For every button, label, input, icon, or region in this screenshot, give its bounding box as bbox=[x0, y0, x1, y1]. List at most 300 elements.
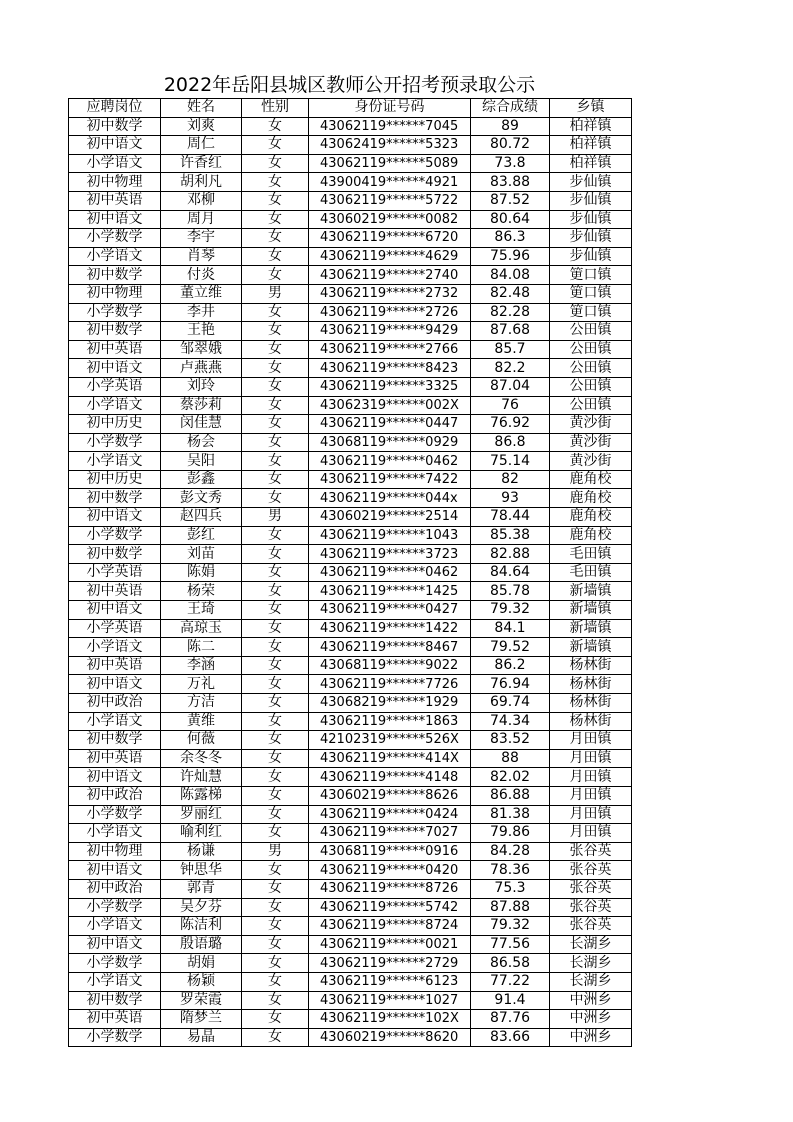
cell-name: 吴阳 bbox=[161, 452, 242, 471]
cell-position: 小学语文 bbox=[69, 917, 161, 936]
cell-gender: 男 bbox=[242, 842, 309, 861]
cell-position: 小学数学 bbox=[69, 805, 161, 824]
cell-id-number: 43062119******2766 bbox=[309, 340, 471, 359]
cell-score: 82.2 bbox=[471, 359, 550, 378]
cell-town: 长湖乡 bbox=[550, 972, 632, 991]
cell-id-number: 43062119******2726 bbox=[309, 303, 471, 322]
cell-id-number: 43900419******4921 bbox=[309, 173, 471, 192]
cell-name: 余冬冬 bbox=[161, 749, 242, 768]
cell-score: 83.66 bbox=[471, 1028, 550, 1047]
cell-score: 82.28 bbox=[471, 303, 550, 322]
cell-name: 殷语璐 bbox=[161, 935, 242, 954]
cell-name: 陈洁利 bbox=[161, 917, 242, 936]
cell-gender: 女 bbox=[242, 136, 309, 155]
cell-name: 何薇 bbox=[161, 731, 242, 750]
cell-score: 80.72 bbox=[471, 136, 550, 155]
cell-town: 鹿角校 bbox=[550, 470, 632, 489]
cell-town: 月田镇 bbox=[550, 786, 632, 805]
cell-score: 87.52 bbox=[471, 191, 550, 210]
cell-score: 74.34 bbox=[471, 712, 550, 731]
cell-id-number: 43068119******9022 bbox=[309, 656, 471, 675]
cell-position: 初中政治 bbox=[69, 786, 161, 805]
cell-gender: 女 bbox=[242, 879, 309, 898]
cell-position: 初中英语 bbox=[69, 582, 161, 601]
cell-id-number: 43062319******002X bbox=[309, 396, 471, 415]
table-row bbox=[69, 954, 632, 973]
cell-position: 初中语文 bbox=[69, 768, 161, 787]
cell-position: 初中数学 bbox=[69, 731, 161, 750]
cell-gender: 女 bbox=[242, 972, 309, 991]
cell-id-number: 43060219******8620 bbox=[309, 1028, 471, 1047]
cell-town: 黄沙街 bbox=[550, 452, 632, 471]
table-row bbox=[69, 284, 632, 303]
cell-id-number: 43062119******414X bbox=[309, 749, 471, 768]
cell-gender: 男 bbox=[242, 284, 309, 303]
cell-id-number: 43062119******1043 bbox=[309, 526, 471, 545]
cell-score: 87.04 bbox=[471, 377, 550, 396]
cell-gender: 女 bbox=[242, 526, 309, 545]
cell-score: 88 bbox=[471, 749, 550, 768]
table-row bbox=[69, 136, 632, 155]
cell-town: 杨林街 bbox=[550, 712, 632, 731]
table-row bbox=[69, 526, 632, 545]
cell-gender: 女 bbox=[242, 266, 309, 285]
cell-id-number: 43062119******8423 bbox=[309, 359, 471, 378]
cell-name: 周月 bbox=[161, 210, 242, 229]
cell-score: 75.3 bbox=[471, 879, 550, 898]
table-row bbox=[69, 805, 632, 824]
cell-id-number: 43062119******4148 bbox=[309, 768, 471, 787]
cell-gender: 女 bbox=[242, 861, 309, 880]
cell-id-number: 43062119******5742 bbox=[309, 898, 471, 917]
cell-position: 小学语文 bbox=[69, 712, 161, 731]
cell-town: 张谷英 bbox=[550, 898, 632, 917]
cell-town: 柏祥镇 bbox=[550, 154, 632, 173]
cell-gender: 女 bbox=[242, 954, 309, 973]
cell-id-number: 43062119******1425 bbox=[309, 582, 471, 601]
cell-name: 罗丽红 bbox=[161, 805, 242, 824]
cell-score: 83.52 bbox=[471, 731, 550, 750]
cell-gender: 女 bbox=[242, 303, 309, 322]
cell-town: 鹿角校 bbox=[550, 526, 632, 545]
cell-town: 公田镇 bbox=[550, 377, 632, 396]
cell-id-number: 43062119******3723 bbox=[309, 545, 471, 564]
cell-town: 筻口镇 bbox=[550, 284, 632, 303]
cell-name: 陈露梯 bbox=[161, 786, 242, 805]
table-row bbox=[69, 210, 632, 229]
table-row bbox=[69, 377, 632, 396]
cell-gender: 女 bbox=[242, 675, 309, 694]
cell-position: 初中英语 bbox=[69, 340, 161, 359]
table-row bbox=[69, 675, 632, 694]
cell-score: 84.1 bbox=[471, 619, 550, 638]
cell-town: 新墙镇 bbox=[550, 638, 632, 657]
cell-town: 毛田镇 bbox=[550, 563, 632, 582]
cell-town: 鹿角校 bbox=[550, 508, 632, 527]
cell-position: 初中语文 bbox=[69, 359, 161, 378]
cell-name: 罗荣霞 bbox=[161, 991, 242, 1010]
cell-name: 杨荣 bbox=[161, 582, 242, 601]
cell-id-number: 43062119******9429 bbox=[309, 322, 471, 341]
cell-gender: 女 bbox=[242, 656, 309, 675]
cell-score: 80.64 bbox=[471, 210, 550, 229]
cell-position: 小学英语 bbox=[69, 619, 161, 638]
column-header-id-number: 身份证号码 bbox=[309, 99, 471, 118]
cell-score: 79.52 bbox=[471, 638, 550, 657]
cell-name: 许灿慧 bbox=[161, 768, 242, 787]
cell-id-number: 43062119******3325 bbox=[309, 377, 471, 396]
table-row bbox=[69, 1010, 632, 1029]
cell-position: 小学数学 bbox=[69, 303, 161, 322]
cell-gender: 女 bbox=[242, 377, 309, 396]
cell-town: 长湖乡 bbox=[550, 954, 632, 973]
cell-id-number: 43062119******7027 bbox=[309, 824, 471, 843]
cell-id-number: 42102319******526X bbox=[309, 731, 471, 750]
cell-position: 初中英语 bbox=[69, 656, 161, 675]
cell-name: 许香红 bbox=[161, 154, 242, 173]
cell-score: 78.36 bbox=[471, 861, 550, 880]
cell-town: 鹿角校 bbox=[550, 489, 632, 508]
cell-town: 公田镇 bbox=[550, 359, 632, 378]
cell-id-number: 43062119******4629 bbox=[309, 247, 471, 266]
cell-town: 中洲乡 bbox=[550, 1028, 632, 1047]
cell-town: 公田镇 bbox=[550, 322, 632, 341]
table-row bbox=[69, 768, 632, 787]
cell-position: 初中数学 bbox=[69, 489, 161, 508]
cell-id-number: 43062119******0424 bbox=[309, 805, 471, 824]
cell-id-number: 43062419******5323 bbox=[309, 136, 471, 155]
cell-name: 黄维 bbox=[161, 712, 242, 731]
cell-name: 刘苗 bbox=[161, 545, 242, 564]
table-row bbox=[69, 991, 632, 1010]
cell-position: 小学英语 bbox=[69, 563, 161, 582]
cell-position: 初中语文 bbox=[69, 508, 161, 527]
cell-id-number: 43062119******0021 bbox=[309, 935, 471, 954]
table-row bbox=[69, 452, 632, 471]
cell-town: 杨林街 bbox=[550, 675, 632, 694]
cell-name: 彭红 bbox=[161, 526, 242, 545]
cell-gender: 女 bbox=[242, 229, 309, 248]
table-row bbox=[69, 638, 632, 657]
cell-town: 黄沙街 bbox=[550, 415, 632, 434]
cell-gender: 女 bbox=[242, 415, 309, 434]
cell-name: 闵佳慧 bbox=[161, 415, 242, 434]
cell-gender: 女 bbox=[242, 935, 309, 954]
table-row bbox=[69, 786, 632, 805]
table-row bbox=[69, 247, 632, 266]
cell-score: 79.32 bbox=[471, 601, 550, 620]
cell-name: 肖琴 bbox=[161, 247, 242, 266]
table-row bbox=[69, 582, 632, 601]
cell-gender: 女 bbox=[242, 489, 309, 508]
table-row bbox=[69, 563, 632, 582]
cell-id-number: 43068219******1929 bbox=[309, 694, 471, 713]
cell-gender: 女 bbox=[242, 191, 309, 210]
table-row bbox=[69, 842, 632, 861]
cell-town: 新墙镇 bbox=[550, 601, 632, 620]
cell-score: 86.88 bbox=[471, 786, 550, 805]
cell-score: 87.76 bbox=[471, 1010, 550, 1029]
cell-town: 月田镇 bbox=[550, 768, 632, 787]
cell-id-number: 43062119******8726 bbox=[309, 879, 471, 898]
cell-position: 小学数学 bbox=[69, 954, 161, 973]
cell-gender: 女 bbox=[242, 824, 309, 843]
cell-id-number: 43062119******8467 bbox=[309, 638, 471, 657]
cell-town: 月田镇 bbox=[550, 731, 632, 750]
cell-id-number: 43062119******8724 bbox=[309, 917, 471, 936]
cell-position: 小学语文 bbox=[69, 824, 161, 843]
table-row bbox=[69, 433, 632, 452]
cell-name: 李井 bbox=[161, 303, 242, 322]
cell-town: 柏祥镇 bbox=[550, 136, 632, 155]
cell-gender: 女 bbox=[242, 117, 309, 136]
table-row bbox=[69, 972, 632, 991]
cell-town: 张谷英 bbox=[550, 879, 632, 898]
cell-id-number: 43060219******8626 bbox=[309, 786, 471, 805]
cell-town: 月田镇 bbox=[550, 805, 632, 824]
cell-score: 82.88 bbox=[471, 545, 550, 564]
cell-town: 杨林街 bbox=[550, 694, 632, 713]
cell-id-number: 43062119******7422 bbox=[309, 470, 471, 489]
cell-position: 小学语文 bbox=[69, 396, 161, 415]
cell-position: 初中物理 bbox=[69, 284, 161, 303]
cell-town: 中洲乡 bbox=[550, 1010, 632, 1029]
cell-position: 初中历史 bbox=[69, 470, 161, 489]
cell-score: 85.38 bbox=[471, 526, 550, 545]
table-row bbox=[69, 396, 632, 415]
cell-gender: 女 bbox=[242, 173, 309, 192]
cell-id-number: 43062119******1863 bbox=[309, 712, 471, 731]
table-header-row bbox=[69, 99, 632, 118]
cell-town: 筻口镇 bbox=[550, 266, 632, 285]
cell-name: 杨颖 bbox=[161, 972, 242, 991]
table-row bbox=[69, 415, 632, 434]
cell-id-number: 43068119******0929 bbox=[309, 433, 471, 452]
cell-score: 76.92 bbox=[471, 415, 550, 434]
cell-name: 王琦 bbox=[161, 601, 242, 620]
table-row bbox=[69, 861, 632, 880]
table-row bbox=[69, 489, 632, 508]
cell-position: 小学数学 bbox=[69, 526, 161, 545]
cell-score: 93 bbox=[471, 489, 550, 508]
cell-position: 初中语文 bbox=[69, 136, 161, 155]
cell-town: 步仙镇 bbox=[550, 247, 632, 266]
cell-score: 85.78 bbox=[471, 582, 550, 601]
cell-score: 73.8 bbox=[471, 154, 550, 173]
table-row bbox=[69, 322, 632, 341]
cell-name: 喻利红 bbox=[161, 824, 242, 843]
cell-name: 吴夕芬 bbox=[161, 898, 242, 917]
cell-id-number: 43060219******2514 bbox=[309, 508, 471, 527]
cell-score: 83.88 bbox=[471, 173, 550, 192]
cell-name: 刘玲 bbox=[161, 377, 242, 396]
cell-score: 76.94 bbox=[471, 675, 550, 694]
cell-position: 小学数学 bbox=[69, 1028, 161, 1047]
cell-name: 胡娟 bbox=[161, 954, 242, 973]
table-row bbox=[69, 229, 632, 248]
cell-position: 初中英语 bbox=[69, 191, 161, 210]
column-header-town: 乡镇 bbox=[550, 99, 632, 118]
cell-score: 87.88 bbox=[471, 898, 550, 917]
cell-position: 小学语文 bbox=[69, 154, 161, 173]
cell-town: 月田镇 bbox=[550, 824, 632, 843]
cell-gender: 女 bbox=[242, 359, 309, 378]
cell-score: 82.48 bbox=[471, 284, 550, 303]
cell-name: 邓柳 bbox=[161, 191, 242, 210]
cell-position: 初中政治 bbox=[69, 879, 161, 898]
cell-town: 新墙镇 bbox=[550, 619, 632, 638]
cell-town: 长湖乡 bbox=[550, 935, 632, 954]
cell-position: 小学数学 bbox=[69, 898, 161, 917]
column-header-name: 姓名 bbox=[161, 99, 242, 118]
cell-gender: 女 bbox=[242, 917, 309, 936]
cell-name: 彭鑫 bbox=[161, 470, 242, 489]
cell-position: 小学英语 bbox=[69, 377, 161, 396]
cell-position: 初中数学 bbox=[69, 545, 161, 564]
cell-score: 81.38 bbox=[471, 805, 550, 824]
column-header-gender: 性别 bbox=[242, 99, 309, 118]
cell-gender: 女 bbox=[242, 712, 309, 731]
cell-town: 张谷英 bbox=[550, 861, 632, 880]
cell-score: 77.56 bbox=[471, 935, 550, 954]
cell-score: 77.22 bbox=[471, 972, 550, 991]
cell-position: 小学语文 bbox=[69, 972, 161, 991]
cell-score: 75.96 bbox=[471, 247, 550, 266]
cell-score: 86.2 bbox=[471, 656, 550, 675]
cell-town: 步仙镇 bbox=[550, 191, 632, 210]
cell-id-number: 43062119******6123 bbox=[309, 972, 471, 991]
table-body bbox=[69, 117, 632, 1047]
cell-town: 新墙镇 bbox=[550, 582, 632, 601]
cell-score: 91.4 bbox=[471, 991, 550, 1010]
cell-score: 78.44 bbox=[471, 508, 550, 527]
cell-name: 易晶 bbox=[161, 1028, 242, 1047]
cell-position: 初中历史 bbox=[69, 415, 161, 434]
table-row bbox=[69, 117, 632, 136]
cell-town: 张谷英 bbox=[550, 917, 632, 936]
cell-name: 郭青 bbox=[161, 879, 242, 898]
cell-id-number: 43062119******2732 bbox=[309, 284, 471, 303]
cell-id-number: 43062119******0462 bbox=[309, 563, 471, 582]
cell-town: 张谷英 bbox=[550, 842, 632, 861]
table-row bbox=[69, 694, 632, 713]
cell-id-number: 43062119******7045 bbox=[309, 117, 471, 136]
cell-score: 84.08 bbox=[471, 266, 550, 285]
cell-position: 初中物理 bbox=[69, 842, 161, 861]
cell-name: 万礼 bbox=[161, 675, 242, 694]
cell-name: 杨谦 bbox=[161, 842, 242, 861]
cell-id-number: 43062119******1027 bbox=[309, 991, 471, 1010]
table-row bbox=[69, 917, 632, 936]
cell-gender: 女 bbox=[242, 154, 309, 173]
cell-position: 小学数学 bbox=[69, 229, 161, 248]
table-row bbox=[69, 656, 632, 675]
cell-id-number: 43068119******0916 bbox=[309, 842, 471, 861]
cell-name: 胡利凡 bbox=[161, 173, 242, 192]
page-title: 2022年岳阳县城区教师公开招考预录取公示 bbox=[163, 74, 536, 96]
cell-score: 87.68 bbox=[471, 322, 550, 341]
cell-gender: 女 bbox=[242, 210, 309, 229]
table-row bbox=[69, 470, 632, 489]
cell-gender: 女 bbox=[242, 694, 309, 713]
cell-id-number: 43062119******0420 bbox=[309, 861, 471, 880]
cell-position: 初中英语 bbox=[69, 749, 161, 768]
cell-gender: 女 bbox=[242, 470, 309, 489]
cell-gender: 女 bbox=[242, 396, 309, 415]
cell-position: 小学语文 bbox=[69, 638, 161, 657]
cell-gender: 女 bbox=[242, 452, 309, 471]
cell-score: 76 bbox=[471, 396, 550, 415]
cell-position: 初中英语 bbox=[69, 1010, 161, 1029]
cell-gender: 女 bbox=[242, 898, 309, 917]
cell-gender: 女 bbox=[242, 749, 309, 768]
cell-position: 初中语文 bbox=[69, 210, 161, 229]
cell-town: 公田镇 bbox=[550, 340, 632, 359]
cell-id-number: 43062119******0427 bbox=[309, 601, 471, 620]
cell-gender: 女 bbox=[242, 601, 309, 620]
cell-score: 69.74 bbox=[471, 694, 550, 713]
table-row bbox=[69, 1028, 632, 1047]
table-row bbox=[69, 154, 632, 173]
cell-name: 彭文秀 bbox=[161, 489, 242, 508]
table-row bbox=[69, 935, 632, 954]
cell-gender: 女 bbox=[242, 340, 309, 359]
cell-position: 初中数学 bbox=[69, 991, 161, 1010]
cell-id-number: 43062119******6720 bbox=[309, 229, 471, 248]
cell-gender: 女 bbox=[242, 322, 309, 341]
cell-gender: 女 bbox=[242, 1010, 309, 1029]
cell-id-number: 43062119******2729 bbox=[309, 954, 471, 973]
table-row bbox=[69, 749, 632, 768]
cell-town: 月田镇 bbox=[550, 749, 632, 768]
cell-score: 79.86 bbox=[471, 824, 550, 843]
table-row bbox=[69, 619, 632, 638]
cell-score: 82.02 bbox=[471, 768, 550, 787]
cell-gender: 女 bbox=[242, 805, 309, 824]
table-row bbox=[69, 266, 632, 285]
cell-gender: 女 bbox=[242, 582, 309, 601]
cell-gender: 女 bbox=[242, 638, 309, 657]
cell-position: 小学语文 bbox=[69, 247, 161, 266]
cell-id-number: 43062119******7726 bbox=[309, 675, 471, 694]
cell-town: 步仙镇 bbox=[550, 229, 632, 248]
cell-name: 高琼玉 bbox=[161, 619, 242, 638]
cell-position: 初中语文 bbox=[69, 935, 161, 954]
cell-name: 杨会 bbox=[161, 433, 242, 452]
cell-name: 方洁 bbox=[161, 694, 242, 713]
cell-gender: 男 bbox=[242, 508, 309, 527]
cell-score: 85.7 bbox=[471, 340, 550, 359]
cell-name: 钟思华 bbox=[161, 861, 242, 880]
cell-score: 79.32 bbox=[471, 917, 550, 936]
cell-name: 付炎 bbox=[161, 266, 242, 285]
cell-name: 邹翠娥 bbox=[161, 340, 242, 359]
table-row bbox=[69, 508, 632, 527]
cell-position: 小学数学 bbox=[69, 433, 161, 452]
cell-score: 86.3 bbox=[471, 229, 550, 248]
table-row bbox=[69, 340, 632, 359]
cell-gender: 女 bbox=[242, 1028, 309, 1047]
cell-name: 隋梦兰 bbox=[161, 1010, 242, 1029]
cell-name: 董立维 bbox=[161, 284, 242, 303]
cell-id-number: 43062119******1422 bbox=[309, 619, 471, 638]
table-row bbox=[69, 824, 632, 843]
cell-name: 卢燕燕 bbox=[161, 359, 242, 378]
cell-gender: 女 bbox=[242, 619, 309, 638]
cell-gender: 女 bbox=[242, 731, 309, 750]
cell-position: 初中数学 bbox=[69, 117, 161, 136]
cell-town: 黄沙街 bbox=[550, 433, 632, 452]
